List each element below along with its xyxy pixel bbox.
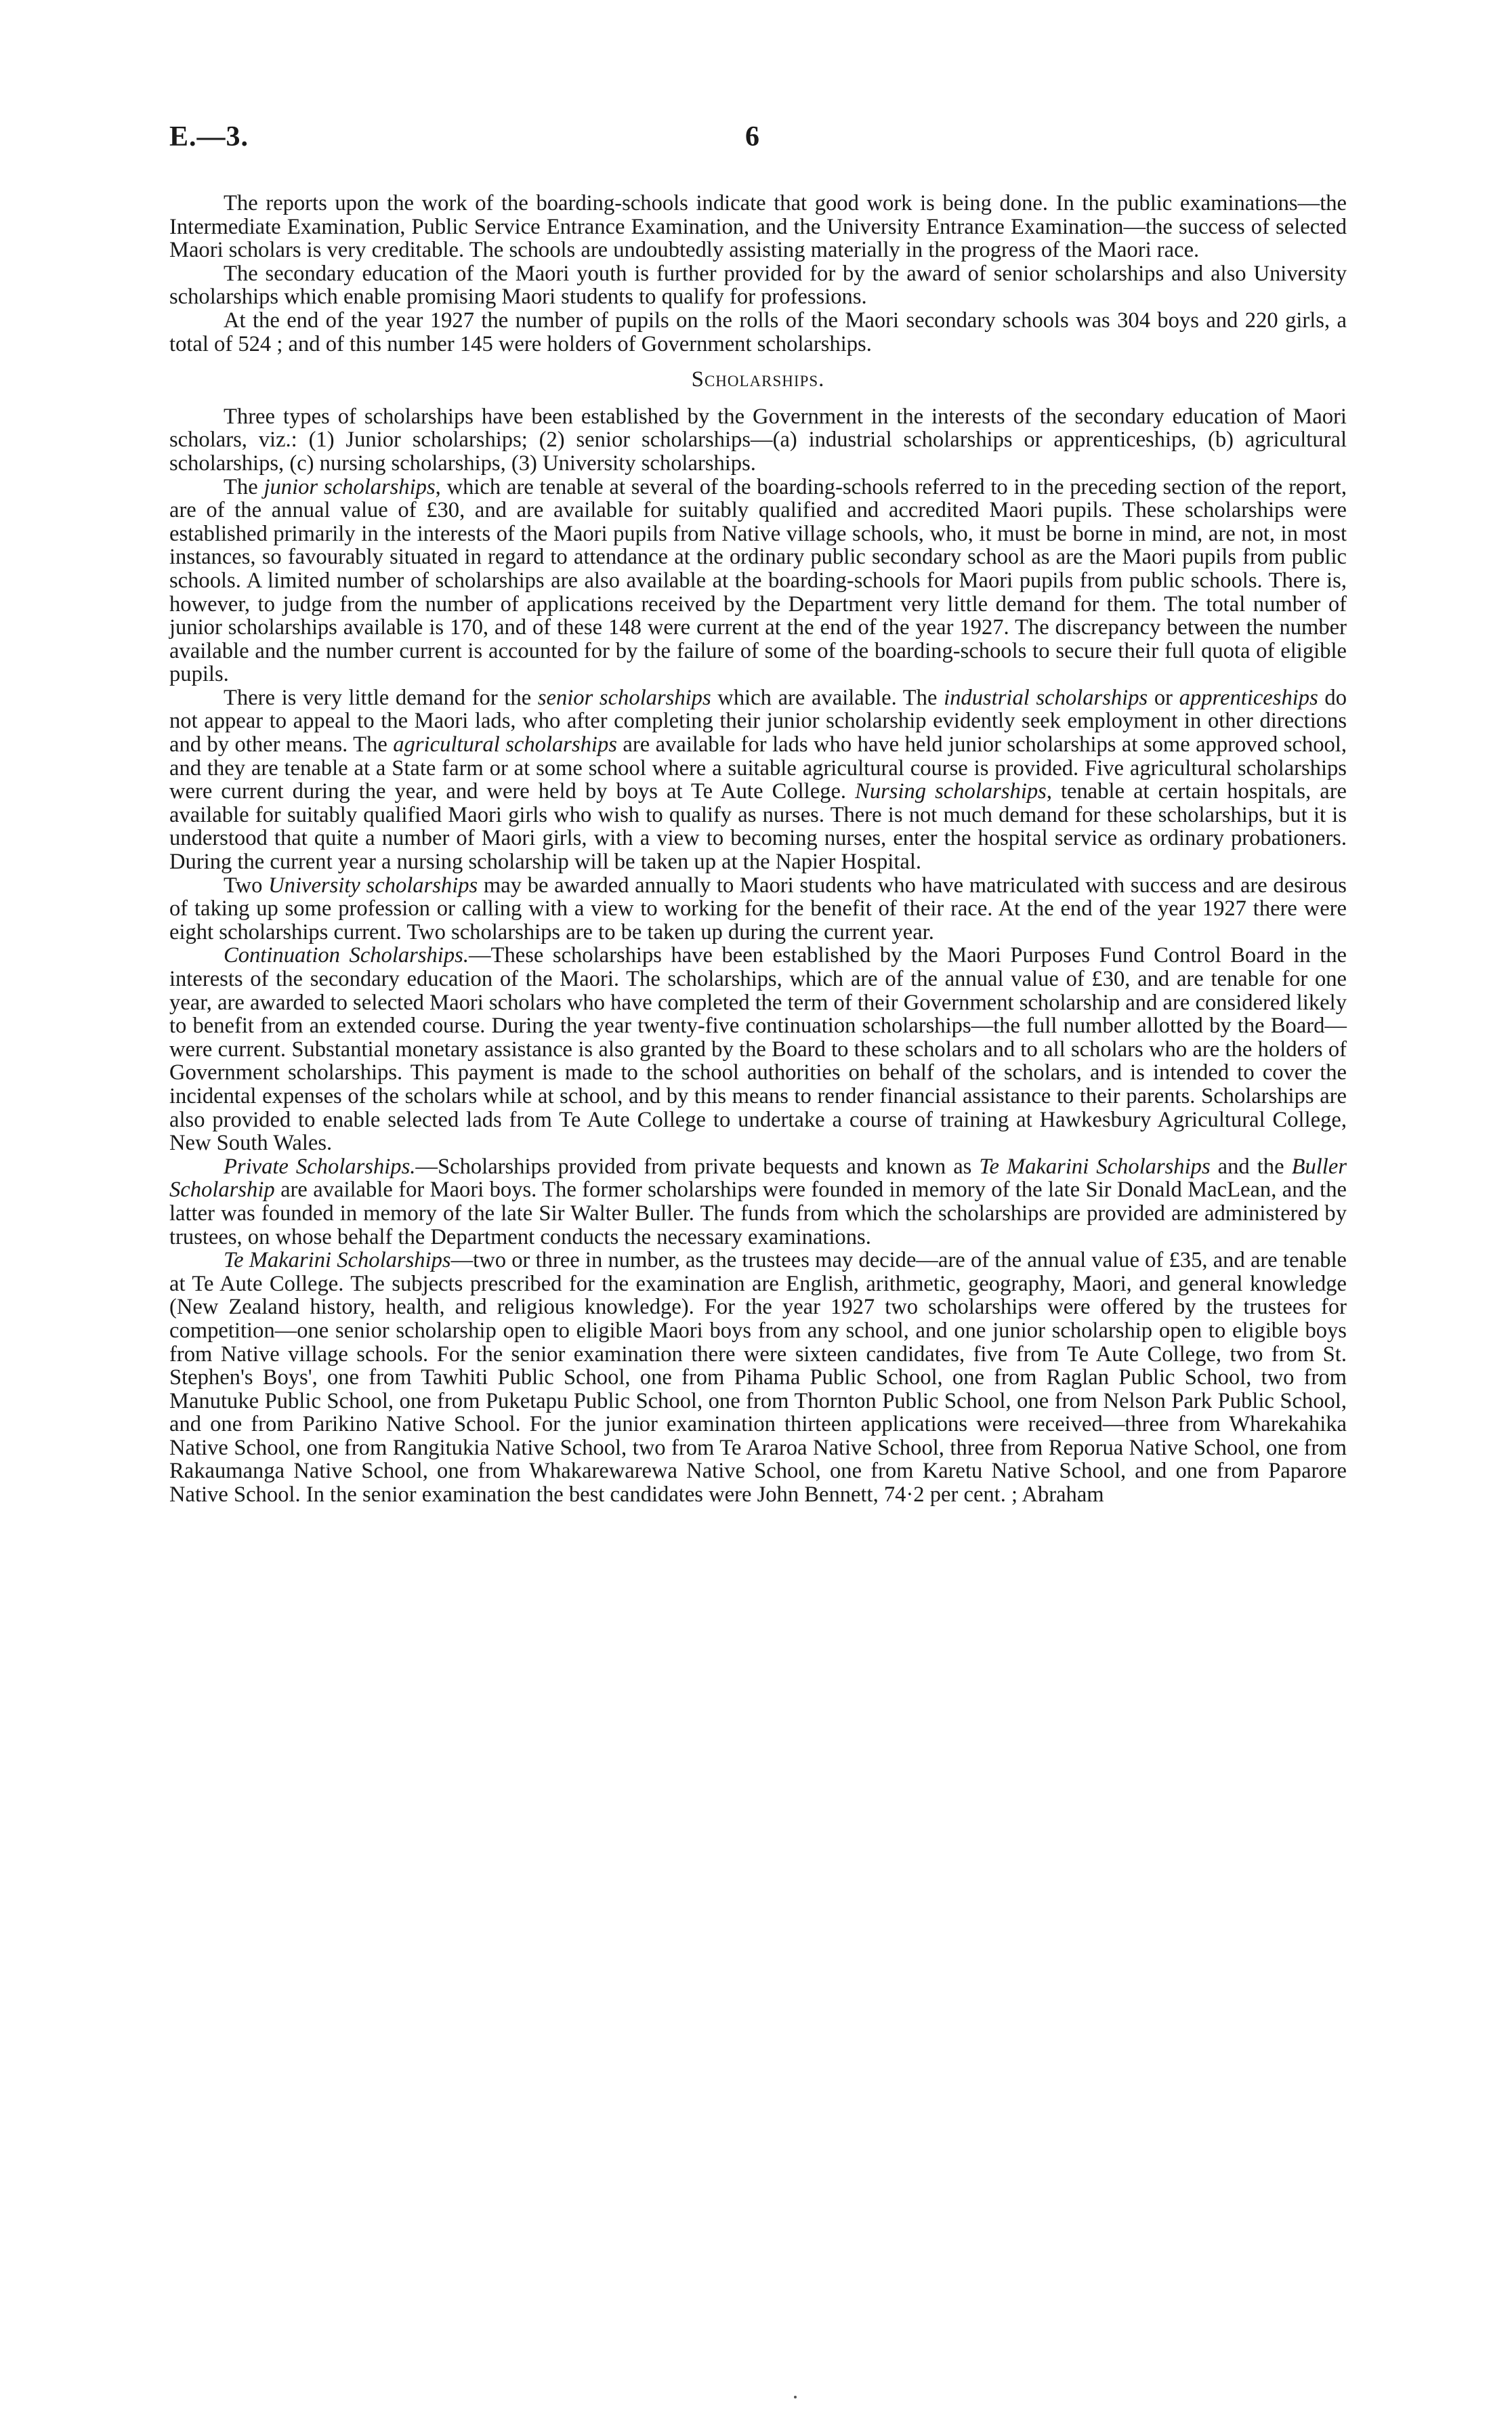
page-number: 6	[745, 121, 759, 152]
italic-term: Continuation Scholarships.	[224, 943, 469, 968]
text-run: or	[1148, 685, 1179, 710]
scan-mark	[794, 2396, 797, 2398]
italic-term: Private Scholarships.	[224, 1154, 416, 1179]
text-run: —These scholarships have been established by the Maori Purposes Fund Control Board in the interests of the secondary education of the Maori. The scholarships, which are of the annual value of £30, and are tenable for one year, are awarded to selected Maori scholars who have completed the term of their Government scholarship and are considered likely to benefit from an extended course. During the year twenty-five continuation scholarships—the full number allotted by the Board—were current. Substantial monetary assistance is also granted by the Board to these scholars and to all scholars who are the holders of Government scholarships. This payment is made to the school authorities on behalf of the scholars, and is intended to cover the incidental expenses of the scholars while at school, and by this means to render financial assistance to their parents. Scholarships are also provided to enable selected lads from Te Aute College to undertake a course of training at Hawkesbury Agricultural College, New South Wales.	[169, 943, 1347, 1156]
paragraph-university-scholarships	[169, 874, 1347, 944]
paragraph-continuation-scholarships	[169, 944, 1347, 1155]
italic-term: Buller Scholarship	[169, 1154, 1347, 1203]
section-heading-scholarships: Scholarships.	[691, 367, 825, 392]
paragraph: The reports upon the work of the boarding-schools indicate that good work is being done. In the public examinations—the Intermediate Examination, Public Service Entrance Examination, and the University Entrance Examination—the success of selected Maori scholars is very creditable. The schools are undoubtedly assisting materially in the progress of the Maori race.	[169, 191, 1347, 263]
paragraph-te-makarini	[169, 1249, 1347, 1507]
text-run: Two	[224, 873, 269, 898]
text-run: are available for lads who have held junior scholarships at some approved school, and they are tenable at a State farm or at some school where a suitable agricultural course is provided. Five agricultural scholarships were current during the year, and were held by boys at Te Aute College.	[169, 732, 1347, 804]
italic-term: Te Makarini Scholarships	[224, 1248, 451, 1273]
paragraph: At the end of the year 1927 the number of pupils on the rolls of the Maori secondary schools was 304 boys and 220 girls, a total of 524 ; and of this number 145 were holders of Government scholarships.	[169, 308, 1347, 356]
text-run: , which are tenable at several of the boarding-schools referred to in the preceding section of the report, are of the annual value of £30, and are available for suitably qualified and accredited Maori pupils. These scholarships were established primarily in the interests of the Maori pupils from Native village schools, who, it must be borne in mind, are not, in most instances, so favourably situated in regard to attendance at the ordinary public secondary school as are the Maori pupils from public schools. A limited number of scholarships are also available at the boarding-schools for Maori pupils from public schools. There is, however, to judge from the number of applications received by the Department very little demand for them. The total number of junior scholarships available is 170, and of these 148 were current at the end of the year 1927. The discrepancy between the number available and the number current is accounted for by the failure of some of the boarding-schools to secure their full quota of eligible pupils.	[169, 474, 1347, 687]
paragraph-senior-scholarships	[169, 686, 1347, 874]
italic-term: industrial scholarships	[944, 685, 1148, 710]
body-text	[169, 192, 1347, 1507]
italic-term: agricultural scholarships	[393, 732, 617, 757]
text-run: There is very little demand for the	[224, 685, 538, 710]
text-run: , tenable at certain hospitals, are available for suitably qualified Maori girls who wish to qualify as nurses. There is not much demand for these scholarships, but it is understood that quite a number of Maori girls, with a view to becoming nurses, enter the hospital service as ordinary probationers. During the current year a nursing scholarship will be taken up at the Napier Hospital.	[169, 779, 1347, 875]
paragraph: The secondary education of the Maori youth is further provided for by the award of senior scholarships and also University scholarships which enable promising Maori students to qualify for professions.	[169, 261, 1347, 310]
italic-term: Te Makarini Scholarships	[979, 1154, 1211, 1179]
text-run: do not appear to appeal to the Maori lads, who after completing their junior scholarship evidently seek employment in other directions and by other means. The	[169, 685, 1347, 757]
text-run: —two or three in number, as the trustees may decide—are of the annual value of £35, and are tenable at Te Aute College. The subjects prescribed for the examination are English, arithmetic, geography, Maori, and general knowledge (New Zealand history, health, and religious knowledge). For the year 1927 two scholarships were offered by the trustees for competition—one senior scholarship open to eligible Maori boys from any school, and one junior scholarship open to eligible boys from Native village schools. For the senior examination there were sixteen candidates, five from Te Aute College, two from St. Stephen's Boys', one from Tawhiti Public School, one from Pihama Public School, one from Raglan Public School, two from Manutuke Public School, one from Puketapu Public School, one from Thornton Public School, one from Nelson Park Public School, and one from Parikino Native School. For the junior examination thirteen applications were received—three from Wharekahika Native School, one from Rangitukia Native School, two from Te Araroa Native School, three from Reporua Native School, one from Rakaumanga Native School, one from Whakarewarewa Native School, one from Karetu Native School, and one from Paparore Native School. In the senior examination the best candidates were John Bennett, 74·2 per cent. ; Abraham	[169, 1248, 1347, 1507]
page-reference: E.—3.	[169, 121, 249, 152]
italic-term: junior scholarships	[264, 474, 436, 499]
text-run: which are available. The	[711, 685, 944, 710]
paragraph-junior-scholarships	[169, 476, 1347, 686]
paragraph: Three types of scholarships have been established by the Government in the interests of the secondary education of Maori scholars, viz.: (1) Junior scholarships; (2) senior scholarships—(a) industrial scholarships or apprenticeships, (b) agricultural scholarships, (c) nursing scholarships, (3) University scholarships.	[169, 404, 1347, 476]
page-header	[169, 121, 1362, 161]
italic-term: University scholarships	[268, 873, 478, 898]
text-run: may be awarded annually to Maori students who have matriculated with success and are desirous of taking up some profession or calling with a view to working for the benefit of their race. At the end of the year 1927 there were eight scholarships current. Two scholarships are to be taken up during the current year.	[169, 873, 1347, 944]
text-run: —Scholarships provided from private bequests and known as	[415, 1154, 980, 1179]
text-run: are available for Maori boys. The former scholarships were founded in memory of the late Sir Donald MacLean, and the latter was founded in memory of the late Sir Walter Buller. The funds from which the scholarships are provided are administered by trustees, on whose behalf the Department conducts the necessary examinations.	[169, 1178, 1347, 1249]
text-run: and the	[1210, 1154, 1292, 1179]
italic-term: Nursing scholarships	[855, 779, 1047, 804]
paragraph-private-scholarships	[169, 1155, 1347, 1249]
italic-term: apprenticeships	[1179, 685, 1318, 710]
text-run: The	[224, 474, 264, 499]
italic-term: senior scholarships	[537, 685, 711, 710]
